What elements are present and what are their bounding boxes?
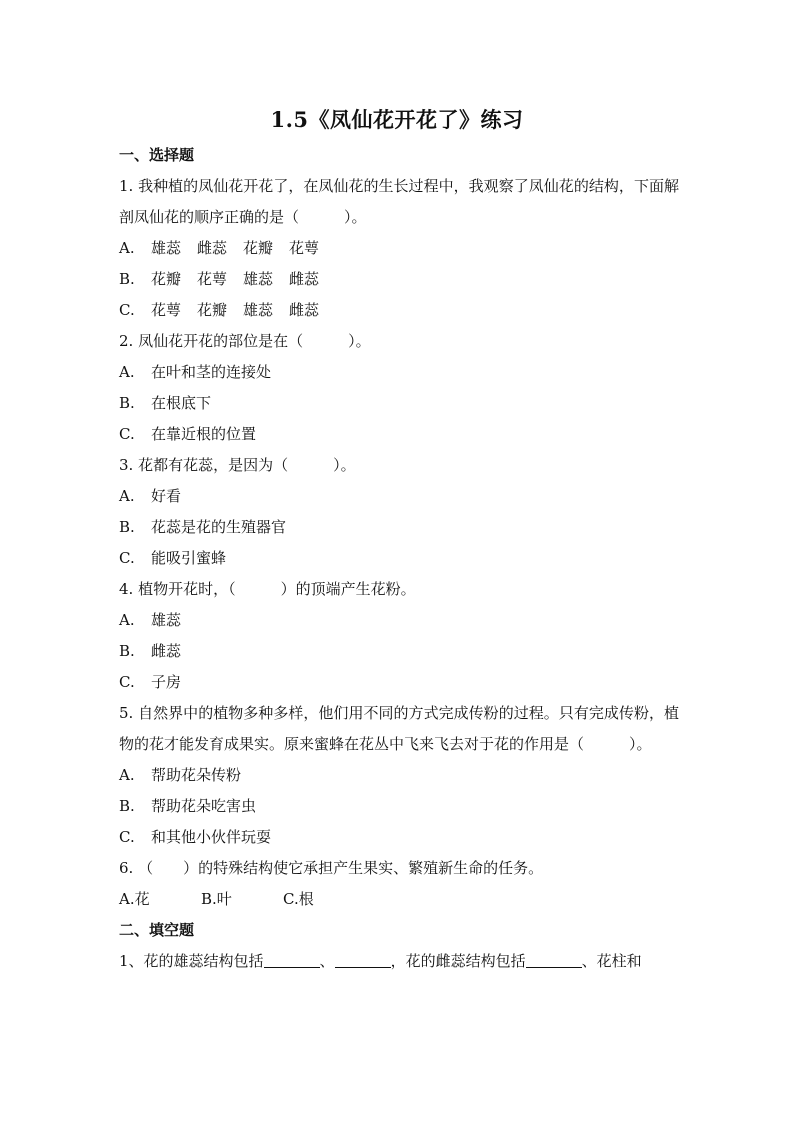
question-3-option-c [119,543,679,574]
section-heading-choice: 一、选择题 [119,146,195,164]
question-4-option-b [119,636,679,667]
option-word: 雄蕊 [151,239,182,257]
question-2-option-c [119,419,679,450]
option-letter: C. [119,425,135,443]
option-letter: B. [119,518,135,536]
option-text: 帮助花朵传粉 [151,766,242,784]
option-text: 子房 [151,673,182,691]
option-letter: B. [119,394,135,412]
question-4-stem: 4. 植物开花时，（ ）的顶端产生花粉。 [119,580,416,598]
option-letter: B. [119,270,135,288]
option-letter: A. [119,766,135,784]
option-word: 花萼 [197,270,228,288]
question-2-stem: 2. 凤仙花开花的部位是在（ ）。 [119,332,371,350]
option-letter: C. [119,301,135,319]
option-letter: C. [119,549,135,567]
option-word: 花瓣 [243,239,274,257]
question-1-option-a [119,233,679,264]
fill-question-1 [119,946,679,977]
question-6-options [119,884,679,915]
question-2-option-b [119,388,679,419]
option-text: 能吸引蜜蜂 [151,549,227,567]
question-4-option-c [119,667,679,698]
fill-blank [526,949,582,968]
question-5-stem: 5. 自然界中的植物多种多样，他们用不同的方式完成传粉的过程。只有完成传粉，植物的花才能发育成果实。原来蜜蜂在花丛中飞来飞去对于花的作用是（ ）。 [119,704,679,753]
option-letter: B. [119,642,135,660]
fill-text: 1、花的雄蕊结构包括 [119,952,264,970]
fill-blank [335,949,391,968]
question-6-option-a: A.花 [119,890,150,908]
question-3-stem: 3. 花都有花蕊，是因为（ ）。 [119,456,356,474]
option-letter: B. [119,797,135,815]
option-text: 雌蕊 [151,642,182,660]
question-5-option-a [119,760,679,791]
question-5-option-b [119,791,679,822]
question-6-stem: 6. （ ）的特殊结构使它承担产生果实、繁殖新生命的任务。 [119,859,544,877]
option-word: 花萼 [151,301,182,319]
option-text: 在叶和茎的连接处 [151,363,272,381]
question-1-option-c [119,295,679,326]
option-word: 花萼 [289,239,320,257]
question-1-option-b [119,264,679,295]
worksheet-content [119,140,679,977]
section-heading-fill: 二、填空题 [119,921,195,939]
question-1-stem: 1. 我种植的凤仙花开花了，在凤仙花的生长过程中，我观察了凤仙花的结构，下面解剖凤仙花的顺序正确的是（ ）。 [119,177,679,226]
option-letter: C. [119,673,135,691]
option-text: 雄蕊 [151,611,182,629]
question-3-option-a [119,481,679,512]
option-text: 在根底下 [151,394,212,412]
question-4-option-a [119,605,679,636]
question-5-option-c [119,822,679,853]
fill-blank [264,949,320,968]
option-word: 雌蕊 [197,239,228,257]
option-word: 雄蕊 [243,301,274,319]
option-letter: C. [119,828,135,846]
fill-text: ，花的雌蕊结构包括 [390,952,526,970]
option-word: 雄蕊 [243,270,274,288]
question-6-option-b: B.叶 [201,890,232,908]
option-text: 帮助花朵吃害虫 [151,797,257,815]
option-text: 好看 [151,487,182,505]
option-text: 花蕊是花的生殖器官 [151,518,287,536]
fill-separator: 、 [319,952,335,970]
option-word: 雌蕊 [289,270,320,288]
option-text: 和其他小伙伴玩耍 [151,828,272,846]
option-word: 花瓣 [197,301,228,319]
fill-text: 、花柱和 [581,952,642,970]
option-text: 在靠近根的位置 [151,425,257,443]
option-word: 雌蕊 [289,301,320,319]
option-letter: A. [119,487,135,505]
page-title: 1.5《凤仙花开花了》练习 [270,107,524,132]
option-letter: A. [119,239,135,257]
option-letter: A. [119,363,135,381]
question-6-option-c: C.根 [283,890,314,908]
question-3-option-b [119,512,679,543]
option-word: 花瓣 [151,270,182,288]
option-letter: A. [119,611,135,629]
question-2-option-a [119,357,679,388]
